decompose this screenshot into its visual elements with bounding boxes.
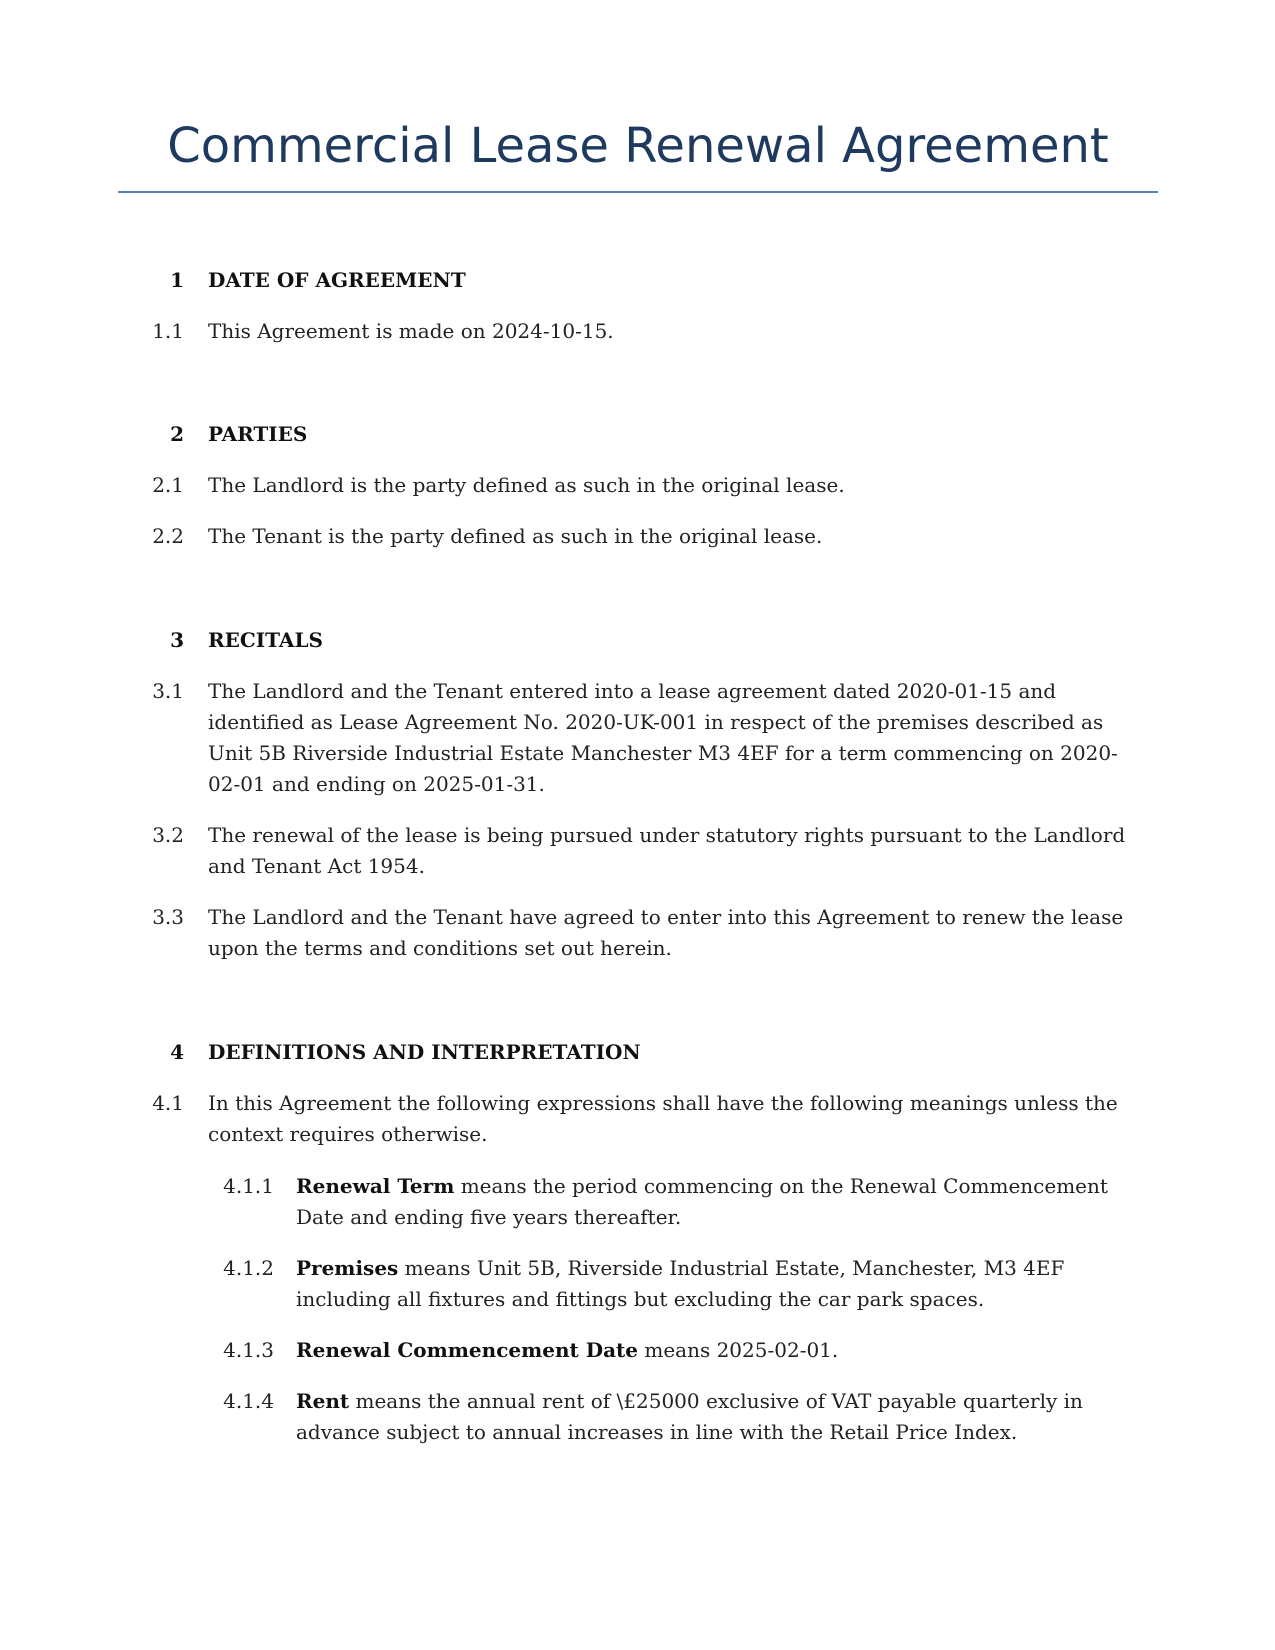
clause-text: The Landlord is the party defined as such in the original lease. (208, 473, 845, 497)
definition-term: Renewal Term (296, 1174, 455, 1198)
section-number: 4 (170, 1040, 184, 1064)
section-title: DEFINITIONS AND INTERPRETATION (208, 1040, 641, 1064)
clause-text: The Landlord and the Tenant entered into a lease agreement dated 2020-01-15 and identified as Lease Agreement No. 2020-UK-001 in respect of the premises described as Unit 5B Riverside Industrial Estate Manchester M3 4EF for a term commencing on 2020-02-01 and ending on 2025-01-31. (208, 679, 1118, 796)
section-title: DATE OF AGREEMENT (208, 268, 466, 292)
definition-term: Renewal Commencement Date (296, 1338, 638, 1362)
definition-text: means 2025-02-01. (638, 1338, 839, 1362)
section-title: RECITALS (208, 628, 323, 652)
definition-body (296, 1386, 1148, 1448)
definition-number: 4.1.3 (223, 1338, 274, 1362)
section-title: PARTIES (208, 422, 308, 446)
clause-text: The renewal of the lease is being pursued under statutory rights pursuant to the Landlord and Tenant Act 1954. (208, 823, 1126, 878)
definition-number: 4.1.1 (223, 1174, 274, 1198)
clause-number: 4.1 (152, 1091, 184, 1115)
definition-body (296, 1335, 1148, 1366)
definition-term: Rent (296, 1389, 350, 1413)
clause-number: 3.1 (152, 679, 184, 703)
clause-number: 2.2 (152, 524, 184, 548)
definition-body (296, 1253, 1148, 1315)
title-divider (118, 191, 1158, 193)
definition-body (296, 1171, 1148, 1233)
clause-text: The Landlord and the Tenant have agreed to enter into this Agreement to renew the lease upon the terms and conditions set out herein. (208, 905, 1124, 960)
clause-text: The Tenant is the party defined as such in the original lease. (208, 524, 823, 548)
clause-number: 2.1 (152, 473, 184, 497)
definition-number: 4.1.4 (223, 1389, 274, 1413)
document-title: Commercial Lease Renewal Agreement (167, 118, 1109, 174)
section-number: 1 (170, 268, 184, 292)
clause-number: 3.2 (152, 823, 184, 847)
section-number: 3 (170, 628, 184, 652)
definition-text: means the annual rent of \£25000 exclusive of VAT payable quarterly in advance subject to annual increases in line with the Retail Price Index. (296, 1389, 1083, 1444)
definition-text: means Unit 5B, Riverside Industrial Estate, Manchester, M3 4EF including all fixtures and fittings but excluding the car park spaces. (296, 1256, 1065, 1311)
definition-number: 4.1.2 (223, 1256, 274, 1280)
definition-text: means the period commencing on the Renewal Commencement Date and ending five years thereafter. (296, 1174, 1108, 1229)
clause-text: This Agreement is made on 2024-10-15. (208, 319, 614, 343)
clause-number: 3.3 (152, 905, 184, 929)
clause-number: 1.1 (152, 319, 184, 343)
section-number: 2 (170, 422, 184, 446)
definition-term: Premises (296, 1256, 399, 1280)
clause-text: In this Agreement the following expressions shall have the following meanings unless the context requires otherwise. (208, 1091, 1118, 1146)
